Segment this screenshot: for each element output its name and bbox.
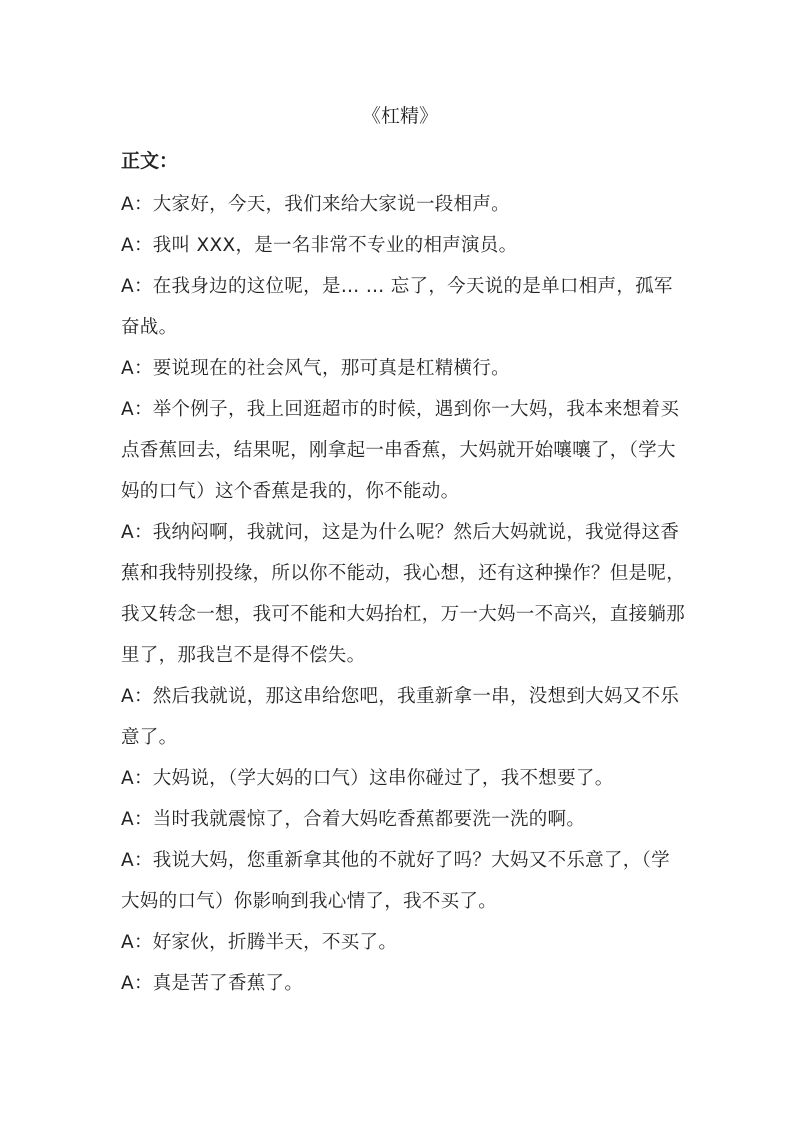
dialogue-line: A：在我身边的这位呢，是… … 忘了，今天说的是单口相声，孤军奋战。 bbox=[121, 276, 673, 338]
dialogue-line: A：我说大妈，您重新拿其他的不就好了吗？大妈又不乐意了，（学大妈的口气）你影响到我心情了，我不买了。 bbox=[121, 850, 670, 912]
dialogue-line: A：我叫 XXX，是一名非常不专业的相声演员。 bbox=[121, 235, 518, 256]
dialogue-line: A：大妈说，（学大妈的口气）这串你碰过了，我不想要了。 bbox=[121, 768, 614, 789]
dialogue-line: A：真是苦了香蕉了。 bbox=[121, 973, 304, 994]
dialogue-line: A：举个例子，我上回逛超市的时候，遇到你一大妈，我本来想着买点香蕉回去，结果呢，刚拿起一串香蕉，大妈就开始嚷嚷了，（学大妈的口气）这个香蕉是我的，你不能动。 bbox=[121, 399, 680, 502]
section-heading: 正文： bbox=[121, 150, 179, 172]
document-title: 《杠精》 bbox=[361, 105, 438, 127]
dialogue-body bbox=[121, 184, 686, 1004]
dialogue-line: A：然后我就说，那这串给您吧，我重新拿一串，没想到大妈又不乐意了。 bbox=[121, 686, 680, 748]
dialogue-line: A：好家伙，折腾半天，不买了。 bbox=[121, 932, 398, 953]
dialogue-line: A：要说现在的社会风气，那可真是杠精横行。 bbox=[121, 358, 510, 379]
dialogue-line: A：我纳闷啊，我就问，这是为什么呢？然后大妈就说，我觉得这香蕉和我特别投缘，所以你不能动，我心想，还有这种操作？但是呢，我又转念一想，我可不能和大妈抬杠，万一大妈一不高兴，直接躺那里了，那我岂不是得不偿失。 bbox=[121, 522, 686, 666]
dialogue-line: A：大家好，今天，我们来给大家说一段相声。 bbox=[121, 194, 510, 215]
dialogue-line: A：当时我就震惊了，合着大妈吃香蕉都要洗一洗的啊。 bbox=[121, 809, 586, 830]
